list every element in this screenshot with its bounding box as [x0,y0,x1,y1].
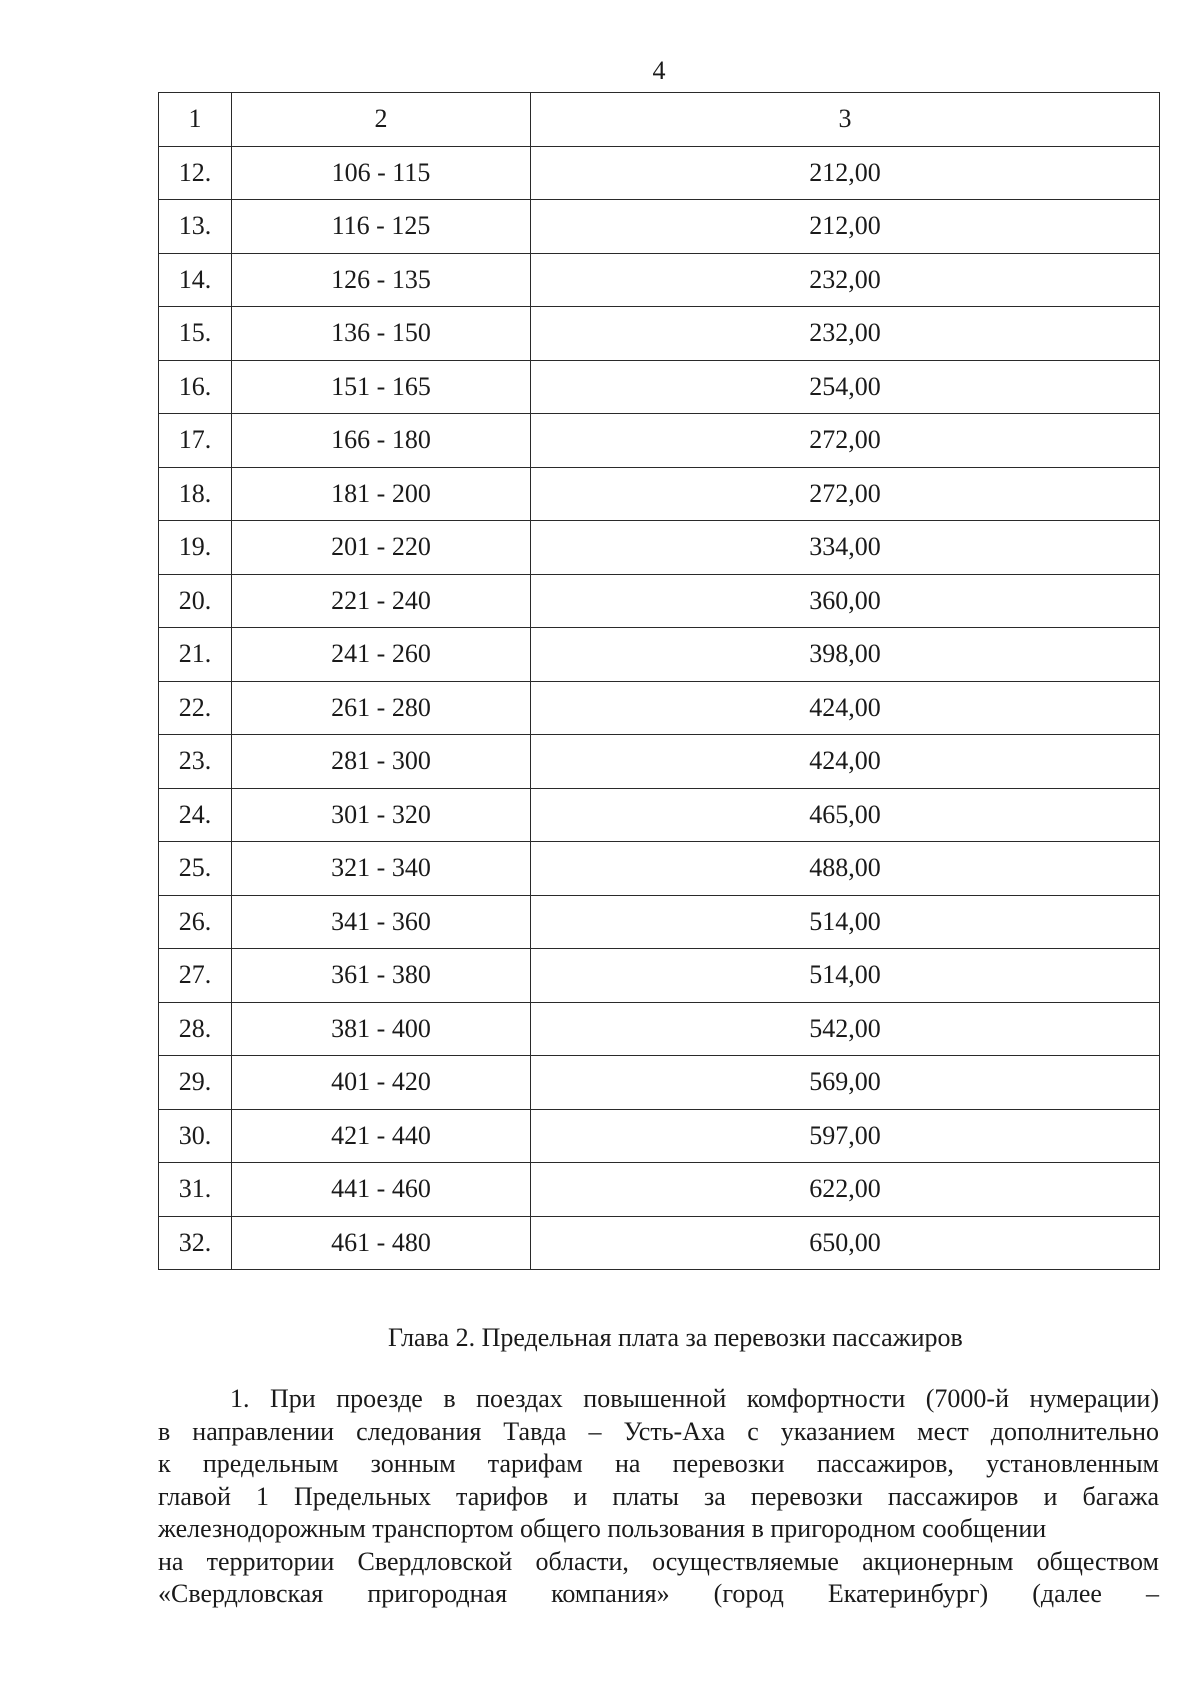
price-cell: 272,00 [531,467,1160,521]
price-cell: 212,00 [531,200,1160,254]
distance-range-cell: 221 - 240 [232,574,531,628]
price-cell: 254,00 [531,360,1160,414]
chapter-heading: Глава 2. Предельная плата за перевозки пассажиров [388,1323,963,1352]
row-number-cell: 20. [159,574,232,628]
price-cell: 334,00 [531,521,1160,575]
table-row [159,681,1160,735]
distance-range-cell: 381 - 400 [232,1002,531,1056]
row-number-cell: 21. [159,628,232,682]
header-cell: 3 [531,93,1160,147]
price-cell: 398,00 [531,628,1160,682]
price-cell: 424,00 [531,681,1160,735]
row-number-cell: 18. [159,467,232,521]
table-row [159,521,1160,575]
table-row [159,360,1160,414]
distance-range-cell: 341 - 360 [232,895,531,949]
header-cell: 2 [232,93,531,147]
table-row [159,1056,1160,1110]
row-number-cell: 32. [159,1216,232,1270]
row-number-cell: 17. [159,414,232,468]
table-row [159,1163,1160,1217]
row-number-cell: 29. [159,1056,232,1110]
row-number-cell: 27. [159,949,232,1003]
row-number-cell: 14. [159,253,232,307]
table-row [159,895,1160,949]
paragraph-line: в направлении следования Тавда – Усть-Аха с указанием мест дополнительно [158,1416,1159,1446]
table-row [159,949,1160,1003]
row-number-cell: 24. [159,788,232,842]
price-cell: 465,00 [531,788,1160,842]
row-number-cell: 12. [159,146,232,200]
table-row [159,1002,1160,1056]
paragraph-line: «Свердловская пригородная компания» (город Екатеринбург) (далее – [158,1579,1159,1608]
price-cell: 514,00 [531,895,1160,949]
distance-range-cell: 241 - 260 [232,628,531,682]
table-row [159,735,1160,789]
row-number-cell: 15. [159,307,232,361]
price-cell: 488,00 [531,842,1160,896]
distance-range-cell: 136 - 150 [232,307,531,361]
table-row [159,628,1160,682]
price-cell: 569,00 [531,1056,1160,1110]
table-row [159,467,1160,521]
paragraph-line: 1. При проезде в поездах повышенной комфортности (7000-й нумерации) [230,1384,1159,1413]
distance-range-cell: 181 - 200 [232,467,531,521]
row-number-cell: 30. [159,1109,232,1163]
table-row [159,788,1160,842]
row-number-cell: 31. [159,1163,232,1217]
table-row [159,200,1160,254]
table-row [159,1109,1160,1163]
price-cell: 232,00 [531,307,1160,361]
price-cell: 514,00 [531,949,1160,1003]
price-cell: 360,00 [531,574,1160,628]
distance-range-cell: 106 - 115 [232,146,531,200]
price-cell: 650,00 [531,1216,1160,1270]
distance-range-cell: 421 - 440 [232,1109,531,1163]
price-cell: 622,00 [531,1163,1160,1217]
price-cell: 272,00 [531,414,1160,468]
distance-range-cell: 166 - 180 [232,414,531,468]
tariff-table [158,92,1160,1270]
table-row [159,253,1160,307]
page-number: 4 [652,56,666,85]
distance-range-cell: 281 - 300 [232,735,531,789]
row-number-cell: 22. [159,681,232,735]
paragraph-line: железнодорожным транспортом общего пользования в пригородном сообщении [158,1514,1047,1543]
row-number-cell: 26. [159,895,232,949]
distance-range-cell: 441 - 460 [232,1163,531,1217]
distance-range-cell: 126 - 135 [232,253,531,307]
row-number-cell: 28. [159,1002,232,1056]
table-row [159,842,1160,896]
paragraph-line: главой 1 Предельных тарифов и платы за перевозки пассажиров и багажа [158,1481,1159,1511]
distance-range-cell: 116 - 125 [232,200,531,254]
distance-range-cell: 361 - 380 [232,949,531,1003]
price-cell: 424,00 [531,735,1160,789]
distance-range-cell: 321 - 340 [232,842,531,896]
row-number-cell: 16. [159,360,232,414]
table-row [159,307,1160,361]
distance-range-cell: 201 - 220 [232,521,531,575]
row-number-cell: 19. [159,521,232,575]
table-row [159,146,1160,200]
row-number-cell: 13. [159,200,232,254]
paragraph [158,1383,1159,1611]
tariff-table-body [159,93,1160,1270]
price-cell: 542,00 [531,1002,1160,1056]
table-row [159,574,1160,628]
distance-range-cell: 301 - 320 [232,788,531,842]
table-row [159,414,1160,468]
table-header-row [159,93,1160,147]
distance-range-cell: 151 - 165 [232,360,531,414]
header-cell: 1 [159,93,232,147]
price-cell: 597,00 [531,1109,1160,1163]
row-number-cell: 23. [159,735,232,789]
price-cell: 212,00 [531,146,1160,200]
row-number-cell: 25. [159,842,232,896]
distance-range-cell: 261 - 280 [232,681,531,735]
table-row [159,1216,1160,1270]
price-cell: 232,00 [531,253,1160,307]
distance-range-cell: 461 - 480 [232,1216,531,1270]
paragraph-line: к предельным зонным тарифам на перевозки пассажиров, установленным [158,1449,1159,1478]
paragraph-line: на территории Свердловской области, осуществляемые акционерным обществом [158,1546,1159,1576]
distance-range-cell: 401 - 420 [232,1056,531,1110]
